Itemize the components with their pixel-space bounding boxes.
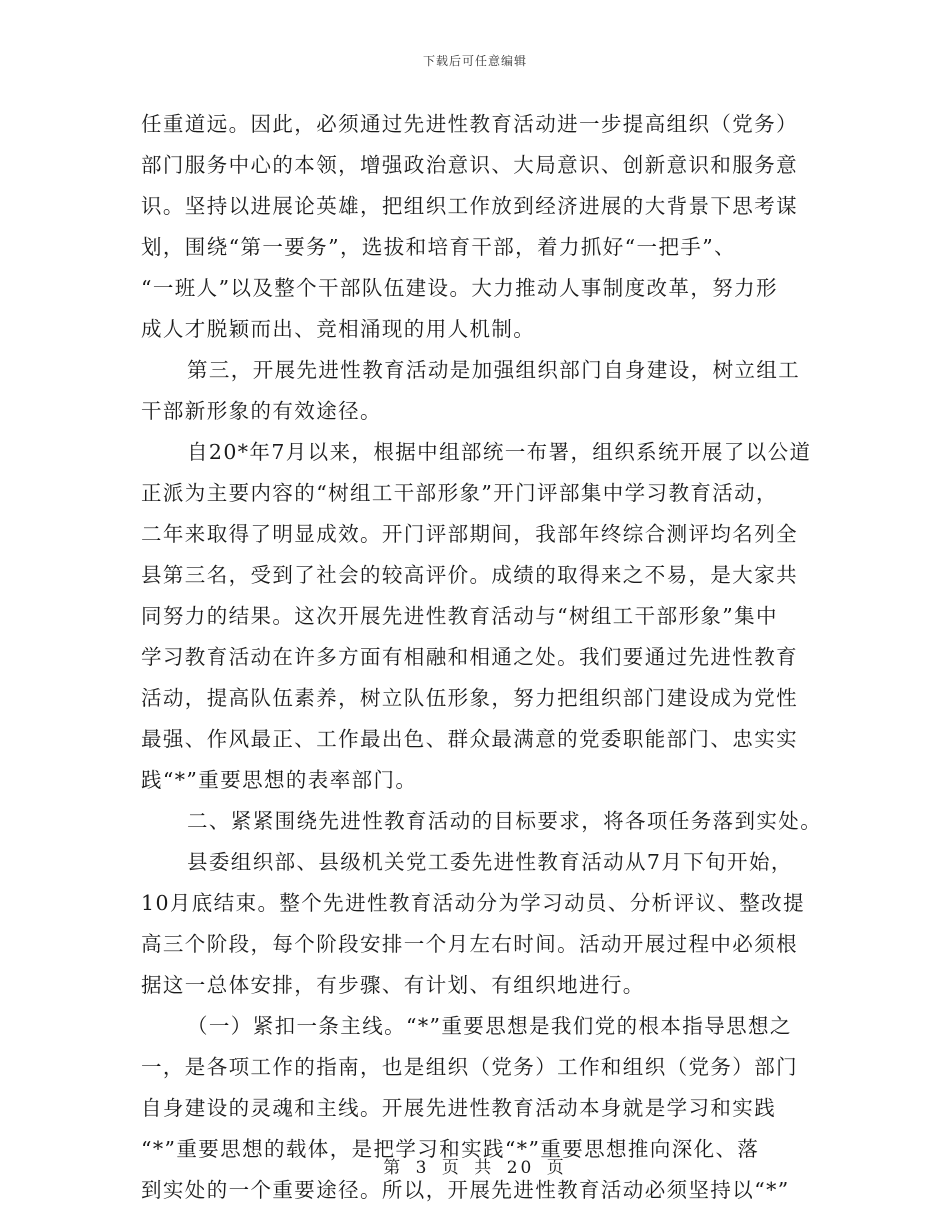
text-line: 据这一总体安排，有步骤、有计划、有组织地进行。 xyxy=(141,973,645,997)
text-line: 活动，提高队伍素养，树立队伍形象，努力把组织部门建设成为党性 xyxy=(141,686,798,710)
footer-label-pages: 页 xyxy=(546,1158,567,1178)
text-line: 践“*”重要思想的表率部门。 xyxy=(141,768,418,792)
footer-label-of: 页 xyxy=(441,1158,462,1178)
paragraph-first-line: （一）紧扣一条主线。“*”重要思想是我们党的根本指导思想之 xyxy=(187,1014,792,1038)
page-header: 下载后可任意编辑 xyxy=(422,54,527,68)
section-heading: 二、紧紧围绕先进性教育活动的目标要求，将各项任务落到实处。 xyxy=(187,809,823,833)
text-line: 学习教育活动在许多方面有相融和相通之处。我们要通过先进性教育 xyxy=(141,645,798,669)
text-line: 自身建设的灵魂和主线。开展先进性教育活动本身就是学习和实践 xyxy=(141,1096,777,1120)
text-line: “*”重要思想的载体，是把学习和实践“*”重要思想推向深化、落 xyxy=(141,1137,760,1161)
text-line: 二年来取得了明显成效。开门评部期间，我部年终综合测评均名列全 xyxy=(141,522,798,546)
paragraph-first-line: 第三，开展先进性教育活动是加强组织部门自身建设，树立组工 xyxy=(187,358,801,382)
text-line: 划，围绕“第一要务”，选拔和培育干部，着力抓好“一把手”、 xyxy=(141,235,737,259)
text-line: 县第三名，受到了社会的较高评价。成绩的取得来之不易，是大家共 xyxy=(141,563,798,587)
text-line: 任重道远。因此，必须通过先进性教育活动进一步提高组织（党务） xyxy=(141,112,798,136)
text-line: 最强、作风最正、工作最出色、群众最满意的党委职能部门、忠实实 xyxy=(141,727,798,751)
document-body xyxy=(141,104,823,1211)
paragraph-first-line: 县委组织部、县级机关党工委先进性教育活动从7月下旬开始， xyxy=(187,850,793,874)
footer-label-total: 共 xyxy=(474,1158,495,1178)
text-line: 识。坚持以进展论英雄，把组织工作放到经济进展的大背景下思考谋 xyxy=(141,194,798,218)
text-line: 到实处的一个重要途径。所以，开展先进性教育活动必须坚持以“*” xyxy=(141,1178,790,1202)
page-number-footer xyxy=(0,1153,950,1178)
text-line: 高三个阶段，每个阶段安排一个月左右时间。活动开展过程中必须根 xyxy=(141,932,798,956)
text-line: 成人才脱颖而出、竞相涌现的用人机制。 xyxy=(141,317,536,341)
text-line: 同努力的结果。这次开展先进性教育活动与“树组工干部形象”集中 xyxy=(141,604,778,628)
text-line: 部门服务中心的本领，增强政治意识、大局意识、创新意识和服务意 xyxy=(141,153,798,177)
total-page-count: 20 xyxy=(506,1158,535,1178)
current-page-number: 3 xyxy=(415,1158,430,1178)
text-line: 10月底结束。整个先进性教育活动分为学习动员、分析评议、整改提 xyxy=(141,891,805,915)
paragraph-first-line: 自20*年7月以来，根据中组部统一布署，组织系统开展了以公道 xyxy=(187,440,812,464)
text-line: “一班人”以及整个干部队伍建设。大力推动人事制度改革，努力形 xyxy=(141,276,778,300)
text-line: 一，是各项工作的指南，也是组织（党务）工作和组织（党务）部门 xyxy=(141,1055,798,1079)
text-line: 干部新形象的有效途径。 xyxy=(141,399,382,423)
text-line: 正派为主要内容的“树组工干部形象”开门评部集中学习教育活动， xyxy=(141,481,778,505)
footer-label-page: 第 xyxy=(383,1158,404,1178)
